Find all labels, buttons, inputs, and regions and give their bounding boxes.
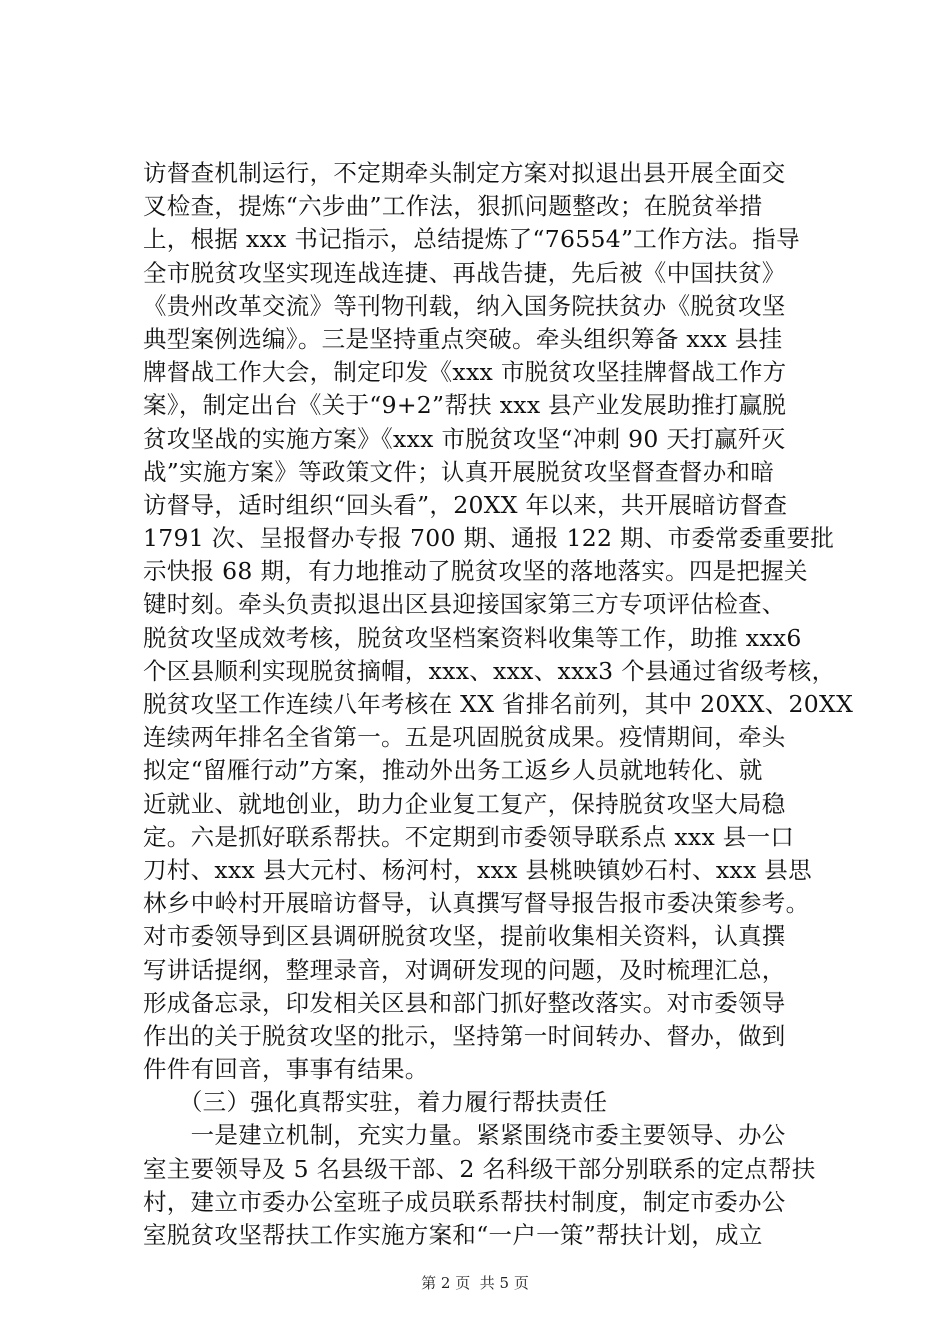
text-line: 典型案例选编》。三是坚持重点突破。牵头组织筹备 xxx 县挂 — [143, 324, 783, 353]
text-line: 定。六是抓好联系帮扶。不定期到市委领导联系点 xxx 县一口 — [143, 822, 795, 851]
text-line: 刀村、xxx 县大元村、杨河村，xxx 县桃映镇妙石村、xxx 县思 — [143, 855, 812, 884]
text-line: 上，根据 xxx 书记指示，总结提炼了“76554”工作方法。指导 — [143, 225, 800, 254]
text-line: 作出的关于脱贫攻坚的批示，坚持第一时间转办、督办，做到 — [143, 1021, 786, 1050]
text-line: 写讲话提纲，整理录音，对调研发现的问题，及时梳理汇总， — [143, 955, 786, 984]
text-line: 形成备忘录，印发相关区县和部门抓好整改落实。对市委领导 — [143, 988, 786, 1017]
text-line: 脱贫攻坚工作连续八年考核在 XX 省排名前列，其中 20XX、20XX — [143, 690, 854, 718]
text-line: 一是建立机制，充实力量。紧紧围绕市委主要领导、办公 — [143, 1121, 786, 1150]
text-line: 拟定“留雁行动”方案，推动外出务工返乡人员就地转化、就 — [143, 756, 763, 785]
text-line: 键时刻。牵头负责拟退出区县迎接国家第三方专项评估检查、 — [143, 590, 786, 619]
text-line: 访督导，适时组织“回头看”，20XX 年以来，共开展暗访督查 — [143, 490, 788, 519]
page-footer — [0, 1272, 950, 1293]
text-line: 示快报 68 期，有力地推动了脱贫攻坚的落地落实。四是把握关 — [143, 557, 808, 586]
text-line: 战”实施方案》等政策文件；认真开展脱贫攻坚督查督办和暗 — [143, 457, 775, 486]
text-line: 案》，制定出台《关于“9+2”帮扶 xxx 县产业发展助推打赢脱 — [143, 391, 787, 420]
text-line: 林乡中岭村开展暗访督导，认真撰写督导报告报市委决策参考。 — [143, 889, 810, 918]
text-line: 脱贫攻坚成效考核，脱贫攻坚档案资料收集等工作，助推 xxx6 — [143, 623, 802, 652]
text-line: 访督查机制运行，不定期牵头制定方案对拟退出县开展全面交 — [143, 159, 786, 187]
page-number: 第 2 页 共 5 页 — [421, 1274, 529, 1292]
section-heading: （三）强化真帮实驻，着力履行帮扶责任 — [143, 1088, 608, 1117]
text-line: 村，建立市委办公室班子成员联系帮扶村制度，制定市委办公 — [143, 1187, 786, 1216]
text-line: 全市脱贫攻坚实现连战连捷、再战告捷，先后被《中国扶贫》 — [143, 258, 786, 287]
text-line: 牌督战工作大会，制定印发《xxx 市脱贫攻坚挂牌督战工作方 — [143, 358, 787, 387]
text-line: 《贵州改革交流》等刊物刊载，纳入国务院扶贫办《脱贫攻坚 — [143, 291, 786, 320]
text-line: 个区县顺利实现脱贫摘帽，xxx、xxx、xxx3 个县通过省级考核， — [143, 656, 836, 685]
text-line: 室主要领导及 5 名县级干部、2 名科级干部分别联系的定点帮扶 — [143, 1154, 816, 1183]
text-line: 贫攻坚战的实施方案》《xxx 市脱贫攻坚“冲刺 90 天打赢歼灭 — [143, 424, 786, 453]
body-text — [143, 157, 854, 1252]
text-line: 室脱贫攻坚帮扶工作实施方案和“一户一策”帮扶计划，成立 — [143, 1221, 763, 1249]
text-line: 连续两年排名全省第一。五是巩固脱贫成果。疫情期间，牵头 — [143, 723, 786, 752]
text-line: 叉检查，提炼“六步曲”工作法，狠抓问题整改；在脱贫举措 — [143, 192, 763, 221]
text-line: 对市委领导到区县调研脱贫攻坚，提前收集相关资料，认真撰 — [143, 922, 786, 951]
text-line: 1791 次、呈报督办专报 700 期、通报 122 期、市委常委重要批 — [143, 524, 835, 553]
text-line: 近就业、就地创业，助力企业复工复产，保持脱贫攻坚大局稳 — [143, 789, 786, 818]
text-line: 件件有回音，事事有结果。 — [143, 1055, 429, 1084]
